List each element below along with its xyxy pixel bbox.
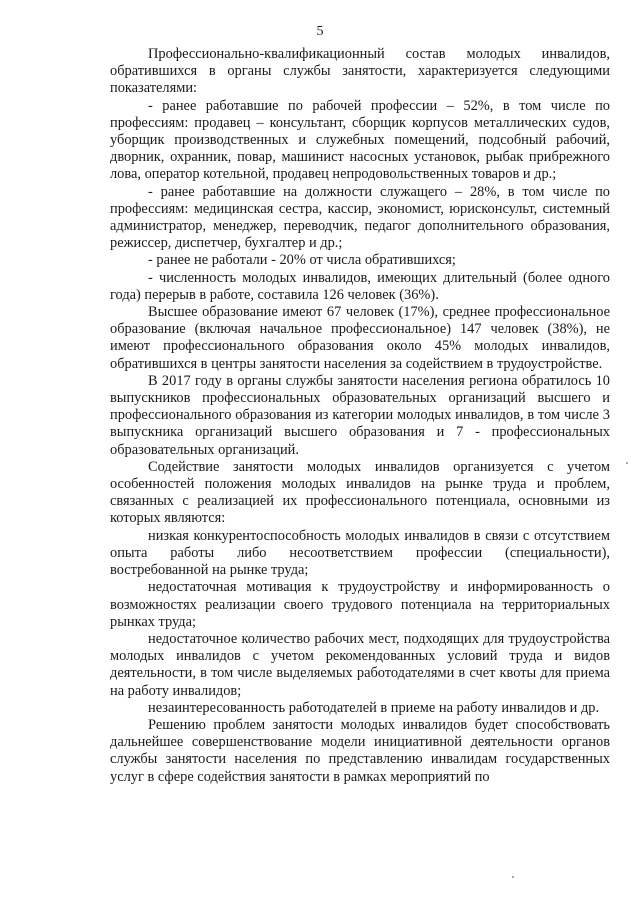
page-number: 5 bbox=[316, 24, 324, 39]
list-item-workers: - ранее работавшие по рабочей профессии – 52%, в том числе по профессиям: продавец – консультант, сборщик корпусов металлических судов, уборщик производственных и служебных помещений, подсобный рабочий, дворник, охранник, повар, машинист насосных установок, рыбак прибрежного лова, оператор котельной, продавец непродовольственных товаров и др.; bbox=[110, 97, 610, 183]
problem-item-workplaces: недостаточное количество рабочих мест, подходящих для трудоустройства молодых инвалидов с учетом рекомендованных условий труда и видов деятельности, в том числе выделяемых работодателями в счет квоты для приема на работу инвалидов; bbox=[110, 630, 610, 699]
list-item-long-break: - численность молодых инвалидов, имеющих длительный (более одного года) перерыв в работе, составила 126 человек (36%). bbox=[110, 269, 610, 303]
body-text bbox=[110, 46, 610, 786]
paragraph-assistance: Содействие занятости молодых инвалидов организуется с учетом особенностей положения молодых инвалидов на рынке труда и проблем, связанных с реализацией их профессионального потенциала, основными из которых являются: bbox=[110, 458, 610, 527]
problem-item-competitiveness: низкая конкурентоспособность молодых инвалидов в связи с отсутствием опыта работы либо несоответствием профессии (специальности), востребованной на рынке труда; bbox=[110, 527, 610, 579]
paragraph-intro: Профессионально-квалификационный состав молодых инвалидов, обратившихся в органы службы занятости, характеризуется следующими показателями: bbox=[110, 46, 610, 97]
list-item-not-worked: - ранее не работали - 20% от числа обратившихся; bbox=[148, 252, 456, 269]
problem-item-motivation: недостаточная мотивация к трудоустройству и информированность о возможностях реализации своего трудового потенциала на территориальных рынках труда; bbox=[110, 579, 610, 630]
list-item-employees: - ранее работавшие на должности служащего – 28%, в том числе по профессиям: медицинская сестра, кассир, экономист, юрисконсульт, системный администратор, менеджер, переводчик, педагог дополнительного образования, режиссер, диспетчер, бухгалтер и др.; bbox=[110, 183, 610, 252]
scan-speck bbox=[512, 876, 514, 878]
paragraph-education: Высшее образование имеют 67 человек (17%), среднее профессиональное образование (включая начальное профессиональное) 147 человек (38%), не имеют профессионального образования около 45% молодых инвалидов, обратившихся в центры занятости населения за содействием в трудоустройстве. bbox=[110, 304, 610, 372]
problem-item-employers: незаинтересованность работодателей в приеме на работу инвалидов и др. bbox=[148, 699, 600, 716]
paragraph-graduates-2017: В 2017 году в органы службы занятости населения региона обратилось 10 выпускников профессиональных образовательных организаций высшего и профессионального образования из категории молодых инвалидов, в том числе 3 выпускника организаций высшего образования и 7 - профессиональных образовательных организаций. bbox=[110, 372, 610, 458]
paragraph-solution: Решению проблем занятости молодых инвалидов будет способствовать дальнейшее совершенствование модели инициативной деятельности органов службы занятости населения по представлению инвалидам государственных услуг в сфере содействия занятости в рамках мероприятий по bbox=[110, 716, 610, 785]
scan-speck bbox=[626, 462, 628, 464]
